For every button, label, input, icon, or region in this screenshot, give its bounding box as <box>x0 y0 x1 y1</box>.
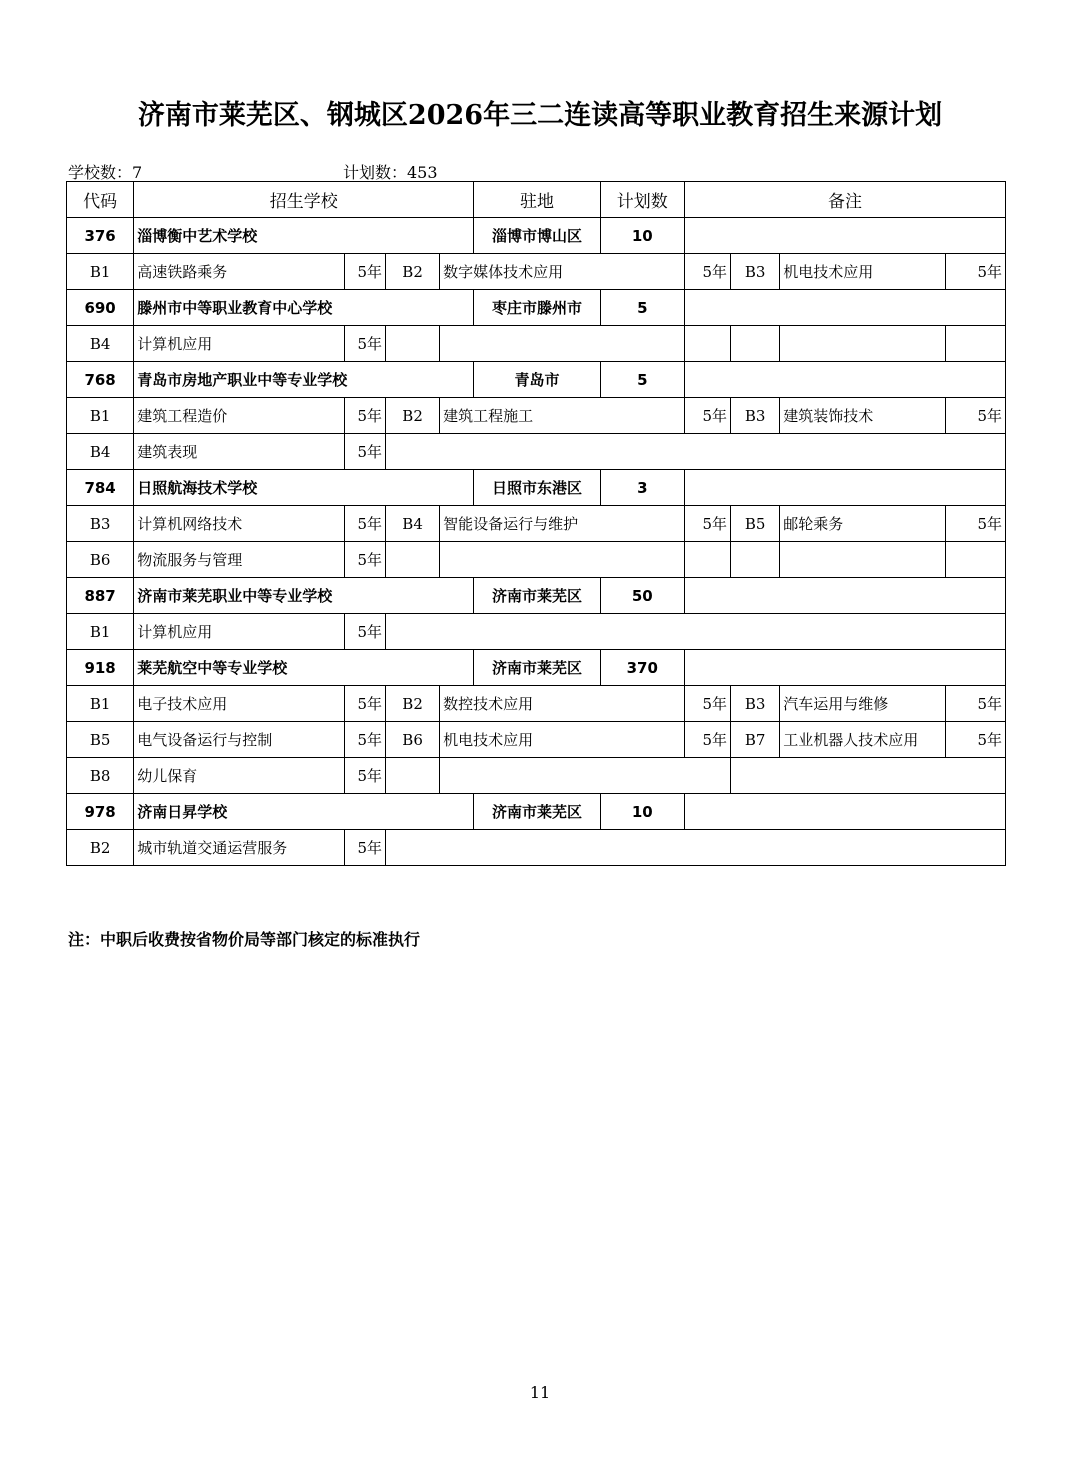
major-row <box>67 542 1006 578</box>
major-name: 城市轨道交通运营服务 <box>134 830 345 866</box>
table-header-row <box>67 182 1006 218</box>
header-remark: 备注 <box>684 182 1005 218</box>
school-name: 日照航海技术学校 <box>134 470 474 506</box>
major-duration: 5年 <box>344 758 385 794</box>
major-name: 机电技术应用 <box>440 722 685 758</box>
school-row <box>67 290 1006 326</box>
major-duration: 5年 <box>945 686 1005 722</box>
major-code: B3 <box>67 506 134 542</box>
school-code: 768 <box>67 362 134 398</box>
enrollment-plan-table <box>66 181 1006 866</box>
school-location: 青岛市 <box>474 362 600 398</box>
major-name: 电子技术应用 <box>134 686 345 722</box>
major-row <box>67 398 1006 434</box>
school-remark <box>684 794 1005 830</box>
major-name: 计算机应用 <box>134 326 345 362</box>
major-name: 建筑装饰技术 <box>780 398 946 434</box>
school-plan: 5 <box>600 290 684 326</box>
major-duration: 5年 <box>344 506 385 542</box>
empty-cell <box>780 542 946 578</box>
empty-cell <box>731 758 1006 794</box>
school-name: 青岛市房地产职业中等专业学校 <box>134 362 474 398</box>
page-title: 济南市莱芜区、钢城区2026年三二连读高等职业教育招生来源计划 <box>137 100 943 131</box>
major-duration: 5年 <box>684 722 730 758</box>
major-code: B2 <box>386 398 440 434</box>
school-row <box>67 794 1006 830</box>
empty-cell <box>386 434 1006 470</box>
header-plan: 计划数 <box>600 182 684 218</box>
major-duration: 5年 <box>945 254 1005 290</box>
school-location: 枣庄市滕州市 <box>474 290 600 326</box>
school-name: 济南市莱芜职业中等专业学校 <box>134 578 474 614</box>
major-name: 建筑工程造价 <box>134 398 345 434</box>
major-row <box>67 758 1006 794</box>
school-remark <box>684 362 1005 398</box>
school-location: 淄博市博山区 <box>474 218 600 254</box>
major-duration: 5年 <box>684 254 730 290</box>
school-remark <box>684 650 1005 686</box>
school-row <box>67 218 1006 254</box>
major-row <box>67 722 1006 758</box>
school-location: 日照市东港区 <box>474 470 600 506</box>
major-code: B1 <box>67 686 134 722</box>
header-location: 驻地 <box>474 182 600 218</box>
school-code: 784 <box>67 470 134 506</box>
major-duration: 5年 <box>344 722 385 758</box>
major-code: B3 <box>731 398 780 434</box>
school-name: 淄博衡中艺术学校 <box>134 218 474 254</box>
school-count: 学校数：7 <box>68 163 143 182</box>
major-duration: 5年 <box>344 542 385 578</box>
major-name: 工业机器人技术应用 <box>780 722 946 758</box>
major-name: 智能设备运行与维护 <box>440 506 685 542</box>
major-duration: 5年 <box>344 830 385 866</box>
empty-cell <box>945 542 1005 578</box>
school-row <box>67 470 1006 506</box>
school-code: 690 <box>67 290 134 326</box>
major-row <box>67 434 1006 470</box>
major-name: 邮轮乘务 <box>780 506 946 542</box>
major-row <box>67 506 1006 542</box>
major-name: 数控技术应用 <box>440 686 685 722</box>
major-name: 数字媒体技术应用 <box>440 254 685 290</box>
empty-cell <box>440 326 685 362</box>
major-code: B4 <box>386 506 440 542</box>
empty-cell <box>780 326 946 362</box>
major-name: 计算机应用 <box>134 614 345 650</box>
school-row <box>67 578 1006 614</box>
major-code: B6 <box>67 542 134 578</box>
plan-count: 计划数：453 <box>343 163 438 182</box>
school-plan: 3 <box>600 470 684 506</box>
major-code: B3 <box>731 686 780 722</box>
major-name: 幼儿保育 <box>134 758 345 794</box>
school-plan: 50 <box>600 578 684 614</box>
school-location: 济南市莱芜区 <box>474 794 600 830</box>
major-duration: 5年 <box>344 614 385 650</box>
major-code: B5 <box>731 506 780 542</box>
major-code: B4 <box>67 434 134 470</box>
major-duration: 5年 <box>684 398 730 434</box>
school-remark <box>684 578 1005 614</box>
major-code: B3 <box>731 254 780 290</box>
school-plan: 10 <box>600 218 684 254</box>
major-duration: 5年 <box>945 398 1005 434</box>
page-number: 11 <box>529 1383 551 1402</box>
major-name: 电气设备运行与控制 <box>134 722 345 758</box>
school-remark <box>684 470 1005 506</box>
empty-cell <box>440 542 685 578</box>
empty-cell <box>440 758 731 794</box>
empty-cell <box>684 542 730 578</box>
major-code: B7 <box>731 722 780 758</box>
major-code: B6 <box>386 722 440 758</box>
school-plan: 370 <box>600 650 684 686</box>
major-code: B2 <box>386 254 440 290</box>
fee-note: 注：中职后收费按省物价局等部门核定的标准执行 <box>68 930 421 949</box>
school-plan: 5 <box>600 362 684 398</box>
major-duration: 5年 <box>344 686 385 722</box>
school-name: 莱芜航空中等专业学校 <box>134 650 474 686</box>
school-name: 济南日昇学校 <box>134 794 474 830</box>
major-duration: 5年 <box>344 398 385 434</box>
major-row <box>67 686 1006 722</box>
empty-cell <box>731 326 780 362</box>
school-code: 978 <box>67 794 134 830</box>
school-code: 376 <box>67 218 134 254</box>
empty-cell <box>386 542 440 578</box>
empty-cell <box>684 326 730 362</box>
major-row <box>67 830 1006 866</box>
major-code: B4 <box>67 326 134 362</box>
major-code: B1 <box>67 398 134 434</box>
school-row <box>67 650 1006 686</box>
school-row <box>67 362 1006 398</box>
major-duration: 5年 <box>344 434 385 470</box>
major-code: B2 <box>67 830 134 866</box>
major-code: B5 <box>67 722 134 758</box>
empty-cell <box>386 758 440 794</box>
header-school: 招生学校 <box>134 182 474 218</box>
school-plan: 10 <box>600 794 684 830</box>
empty-cell <box>945 326 1005 362</box>
major-code: B8 <box>67 758 134 794</box>
major-code: B1 <box>67 254 134 290</box>
major-duration: 5年 <box>344 326 385 362</box>
header-code: 代码 <box>67 182 134 218</box>
major-name: 物流服务与管理 <box>134 542 345 578</box>
major-duration: 5年 <box>945 506 1005 542</box>
empty-cell <box>731 542 780 578</box>
major-name: 计算机网络技术 <box>134 506 345 542</box>
school-name: 滕州市中等职业教育中心学校 <box>134 290 474 326</box>
major-name: 高速铁路乘务 <box>134 254 345 290</box>
school-remark <box>684 290 1005 326</box>
school-remark <box>684 218 1005 254</box>
school-location: 济南市莱芜区 <box>474 650 600 686</box>
major-name: 建筑表现 <box>134 434 345 470</box>
empty-cell <box>386 830 1006 866</box>
major-row <box>67 614 1006 650</box>
major-duration: 5年 <box>945 722 1005 758</box>
major-duration: 5年 <box>684 506 730 542</box>
empty-cell <box>386 614 1006 650</box>
empty-cell <box>386 326 440 362</box>
major-name: 汽车运用与维修 <box>780 686 946 722</box>
major-code: B2 <box>386 686 440 722</box>
school-code: 887 <box>67 578 134 614</box>
major-row <box>67 254 1006 290</box>
major-duration: 5年 <box>684 686 730 722</box>
major-name: 建筑工程施工 <box>440 398 685 434</box>
major-code: B1 <box>67 614 134 650</box>
school-location: 济南市莱芜区 <box>474 578 600 614</box>
major-row <box>67 326 1006 362</box>
major-duration: 5年 <box>344 254 385 290</box>
major-name: 机电技术应用 <box>780 254 946 290</box>
school-code: 918 <box>67 650 134 686</box>
